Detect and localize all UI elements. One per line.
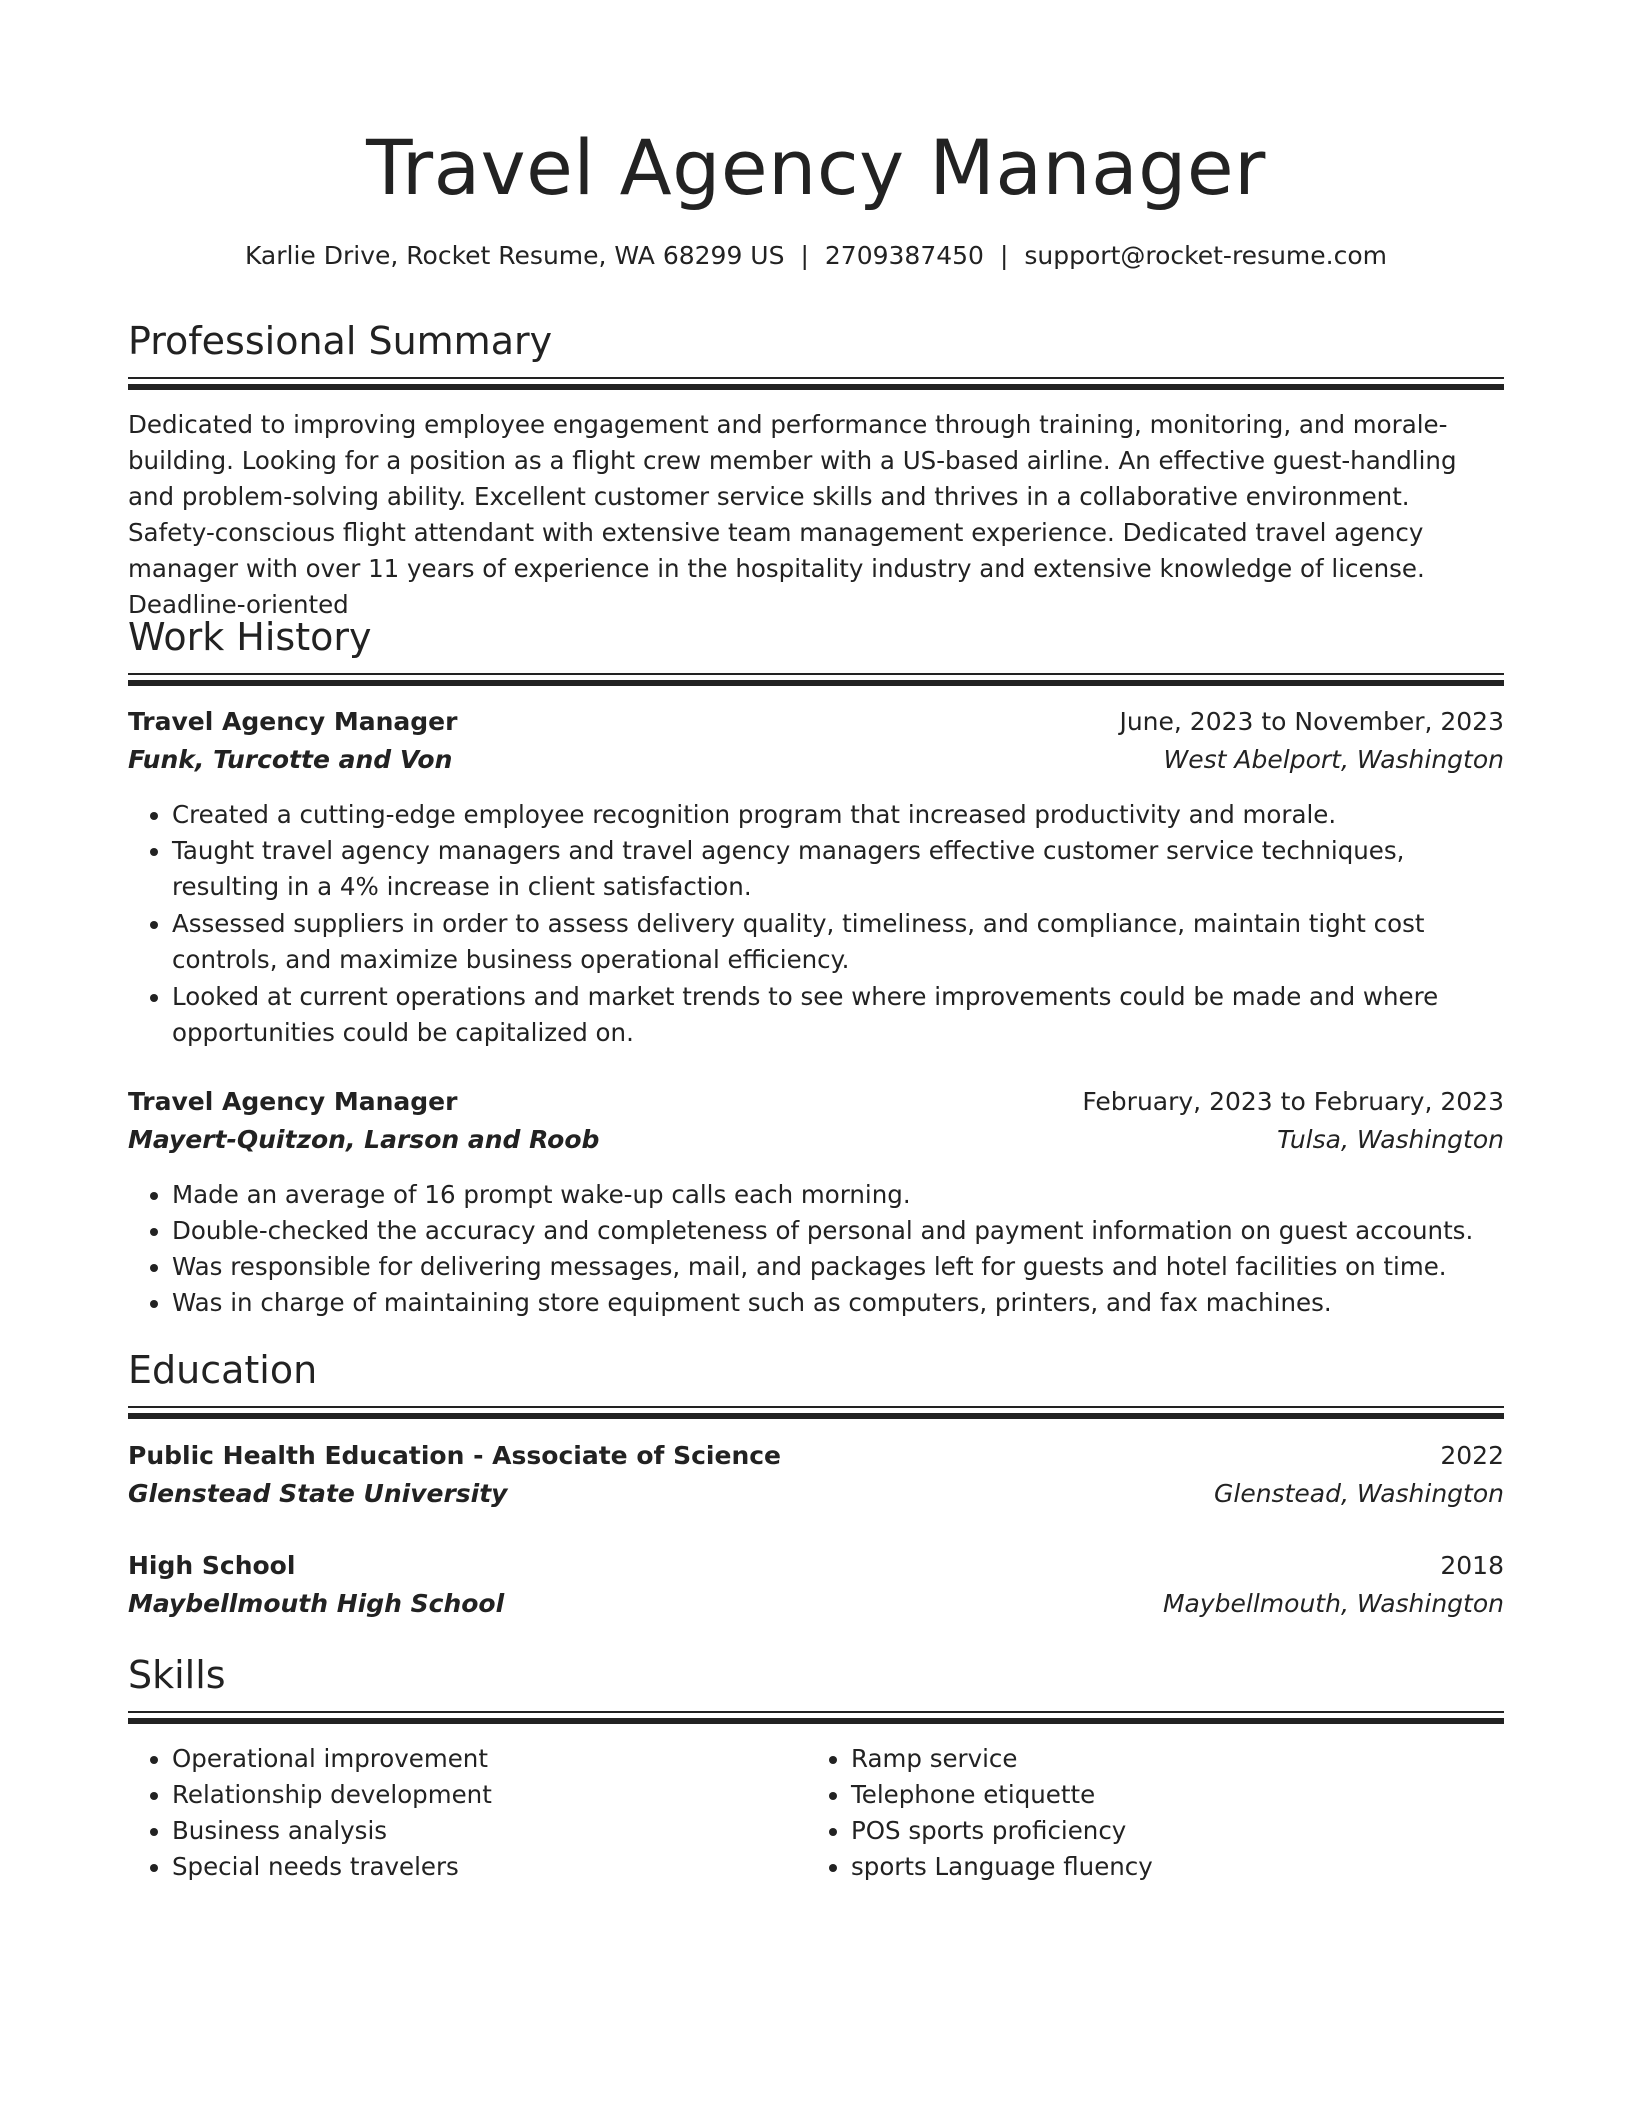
education-school-row: [128, 1475, 1504, 1513]
list-item: • Double-checked the accuracy and completeness of personal and payment information on guest accounts.: [172, 1213, 1504, 1249]
job-location: West Abelport, Washington: [1163, 745, 1504, 774]
job-title-row: [128, 703, 1504, 741]
education-school: Glenstead State University: [128, 1479, 508, 1508]
contact-separator: |: [999, 241, 1009, 270]
job-company: Funk, Turcotte and Von: [128, 745, 453, 774]
job-title-row: [128, 1083, 1504, 1121]
list-item: • Created a cutting-edge employee recognition program that increased productivity and morale.: [172, 797, 1504, 833]
contact-email: support@rocket-resume.com: [1024, 241, 1388, 270]
job-company-row: [128, 741, 1504, 779]
skill-item: • Relationship development: [172, 1777, 768, 1813]
education-degree: Public Health Education - Associate of Science: [128, 1441, 782, 1470]
skill-item: • Operational improvement: [172, 1741, 768, 1777]
education-year: 2022: [1440, 1441, 1504, 1470]
contact-address: Karlie Drive, Rocket Resume, WA 68299 US: [244, 241, 785, 270]
skill-item: • Business analysis: [172, 1813, 768, 1849]
education-degree-row: [128, 1547, 1504, 1585]
skill-item: • sports Language fluency: [851, 1849, 1447, 1885]
education-degree: High School: [128, 1551, 296, 1580]
section-title-summary: Professional Summary: [128, 319, 553, 363]
contact-separator: |: [800, 241, 809, 270]
resume-name: Travel Agency Manager: [366, 123, 1266, 212]
education-location: Glenstead, Washington: [1214, 1479, 1504, 1508]
education-degree-row: [128, 1437, 1504, 1475]
list-item: • Taught travel agency managers and travel agency managers effective customer service techniques, resulting in a 4% increase in client satisfaction.: [172, 833, 1504, 905]
list-item: • Assessed suppliers in order to assess delivery quality, timeliness, and compliance, maintain tight cost controls, and maximize business operational efficiency.: [172, 906, 1504, 978]
skill-item: • Ramp service: [851, 1741, 1447, 1777]
education-school-row: [128, 1585, 1504, 1623]
job-dates: February, 2023 to February, 2023: [1082, 1087, 1504, 1116]
job-company: Mayert-Quitzon, Larson and Roob: [128, 1125, 600, 1154]
job-bullets: [128, 1177, 1504, 1321]
job-position: Travel Agency Manager: [128, 1087, 458, 1116]
section-divider: [128, 673, 1504, 686]
job-bullets: [128, 797, 1504, 1051]
education-year: 2018: [1440, 1551, 1504, 1580]
contact-line: [128, 238, 1504, 274]
section-divider: [128, 377, 1504, 390]
job-dates: June, 2023 to November, 2023: [1119, 707, 1504, 736]
job-position: Travel Agency Manager: [128, 707, 458, 736]
list-item: • Looked at current operations and market trends to see where improvements could be made and where opportunities could be capitalized on.: [172, 979, 1504, 1051]
skill-item: • Special needs travelers: [172, 1849, 768, 1885]
skill-item: • POS sports proficiency: [851, 1813, 1447, 1849]
skills-list-right: [807, 1741, 1447, 1885]
summary-text: Dedicated to improving employee engagement and performance through training, monitoring, and morale-building. Looking for a position as a flight crew member with a US-based airline. An effective guest-handling and problem-solving ability. Excellent customer service skills and thrives in a collaborative environment. Safety-conscious flight attendant with extensive team management experience. Dedicated travel agency manager with over 11 years of experience in the hospitality industry and extensive knowledge of license. Deadline-oriented: [128, 410, 1457, 619]
section-title-education: Education: [128, 1348, 318, 1392]
section-divider: [128, 1711, 1504, 1724]
job-location: Tulsa, Washington: [1277, 1125, 1504, 1154]
list-item: • Was in charge of maintaining store equipment such as computers, printers, and fax machines.: [172, 1285, 1504, 1321]
list-item: • Made an average of 16 prompt wake-up calls each morning.: [172, 1177, 1504, 1213]
list-item: • Was responsible for delivering messages, mail, and packages left for guests and hotel facilities on time.: [172, 1249, 1504, 1285]
section-title-work: Work History: [128, 615, 372, 659]
education-location: Maybellmouth, Washington: [1162, 1589, 1504, 1618]
section-divider: [128, 1406, 1504, 1419]
contact-phone: 2709387450: [824, 241, 984, 270]
education-school: Maybellmouth High School: [128, 1589, 505, 1618]
skills-list-left: [128, 1741, 768, 1885]
job-company-row: [128, 1121, 1504, 1159]
skill-item: • Telephone etiquette: [851, 1777, 1447, 1813]
section-title-skills: Skills: [128, 1653, 226, 1697]
